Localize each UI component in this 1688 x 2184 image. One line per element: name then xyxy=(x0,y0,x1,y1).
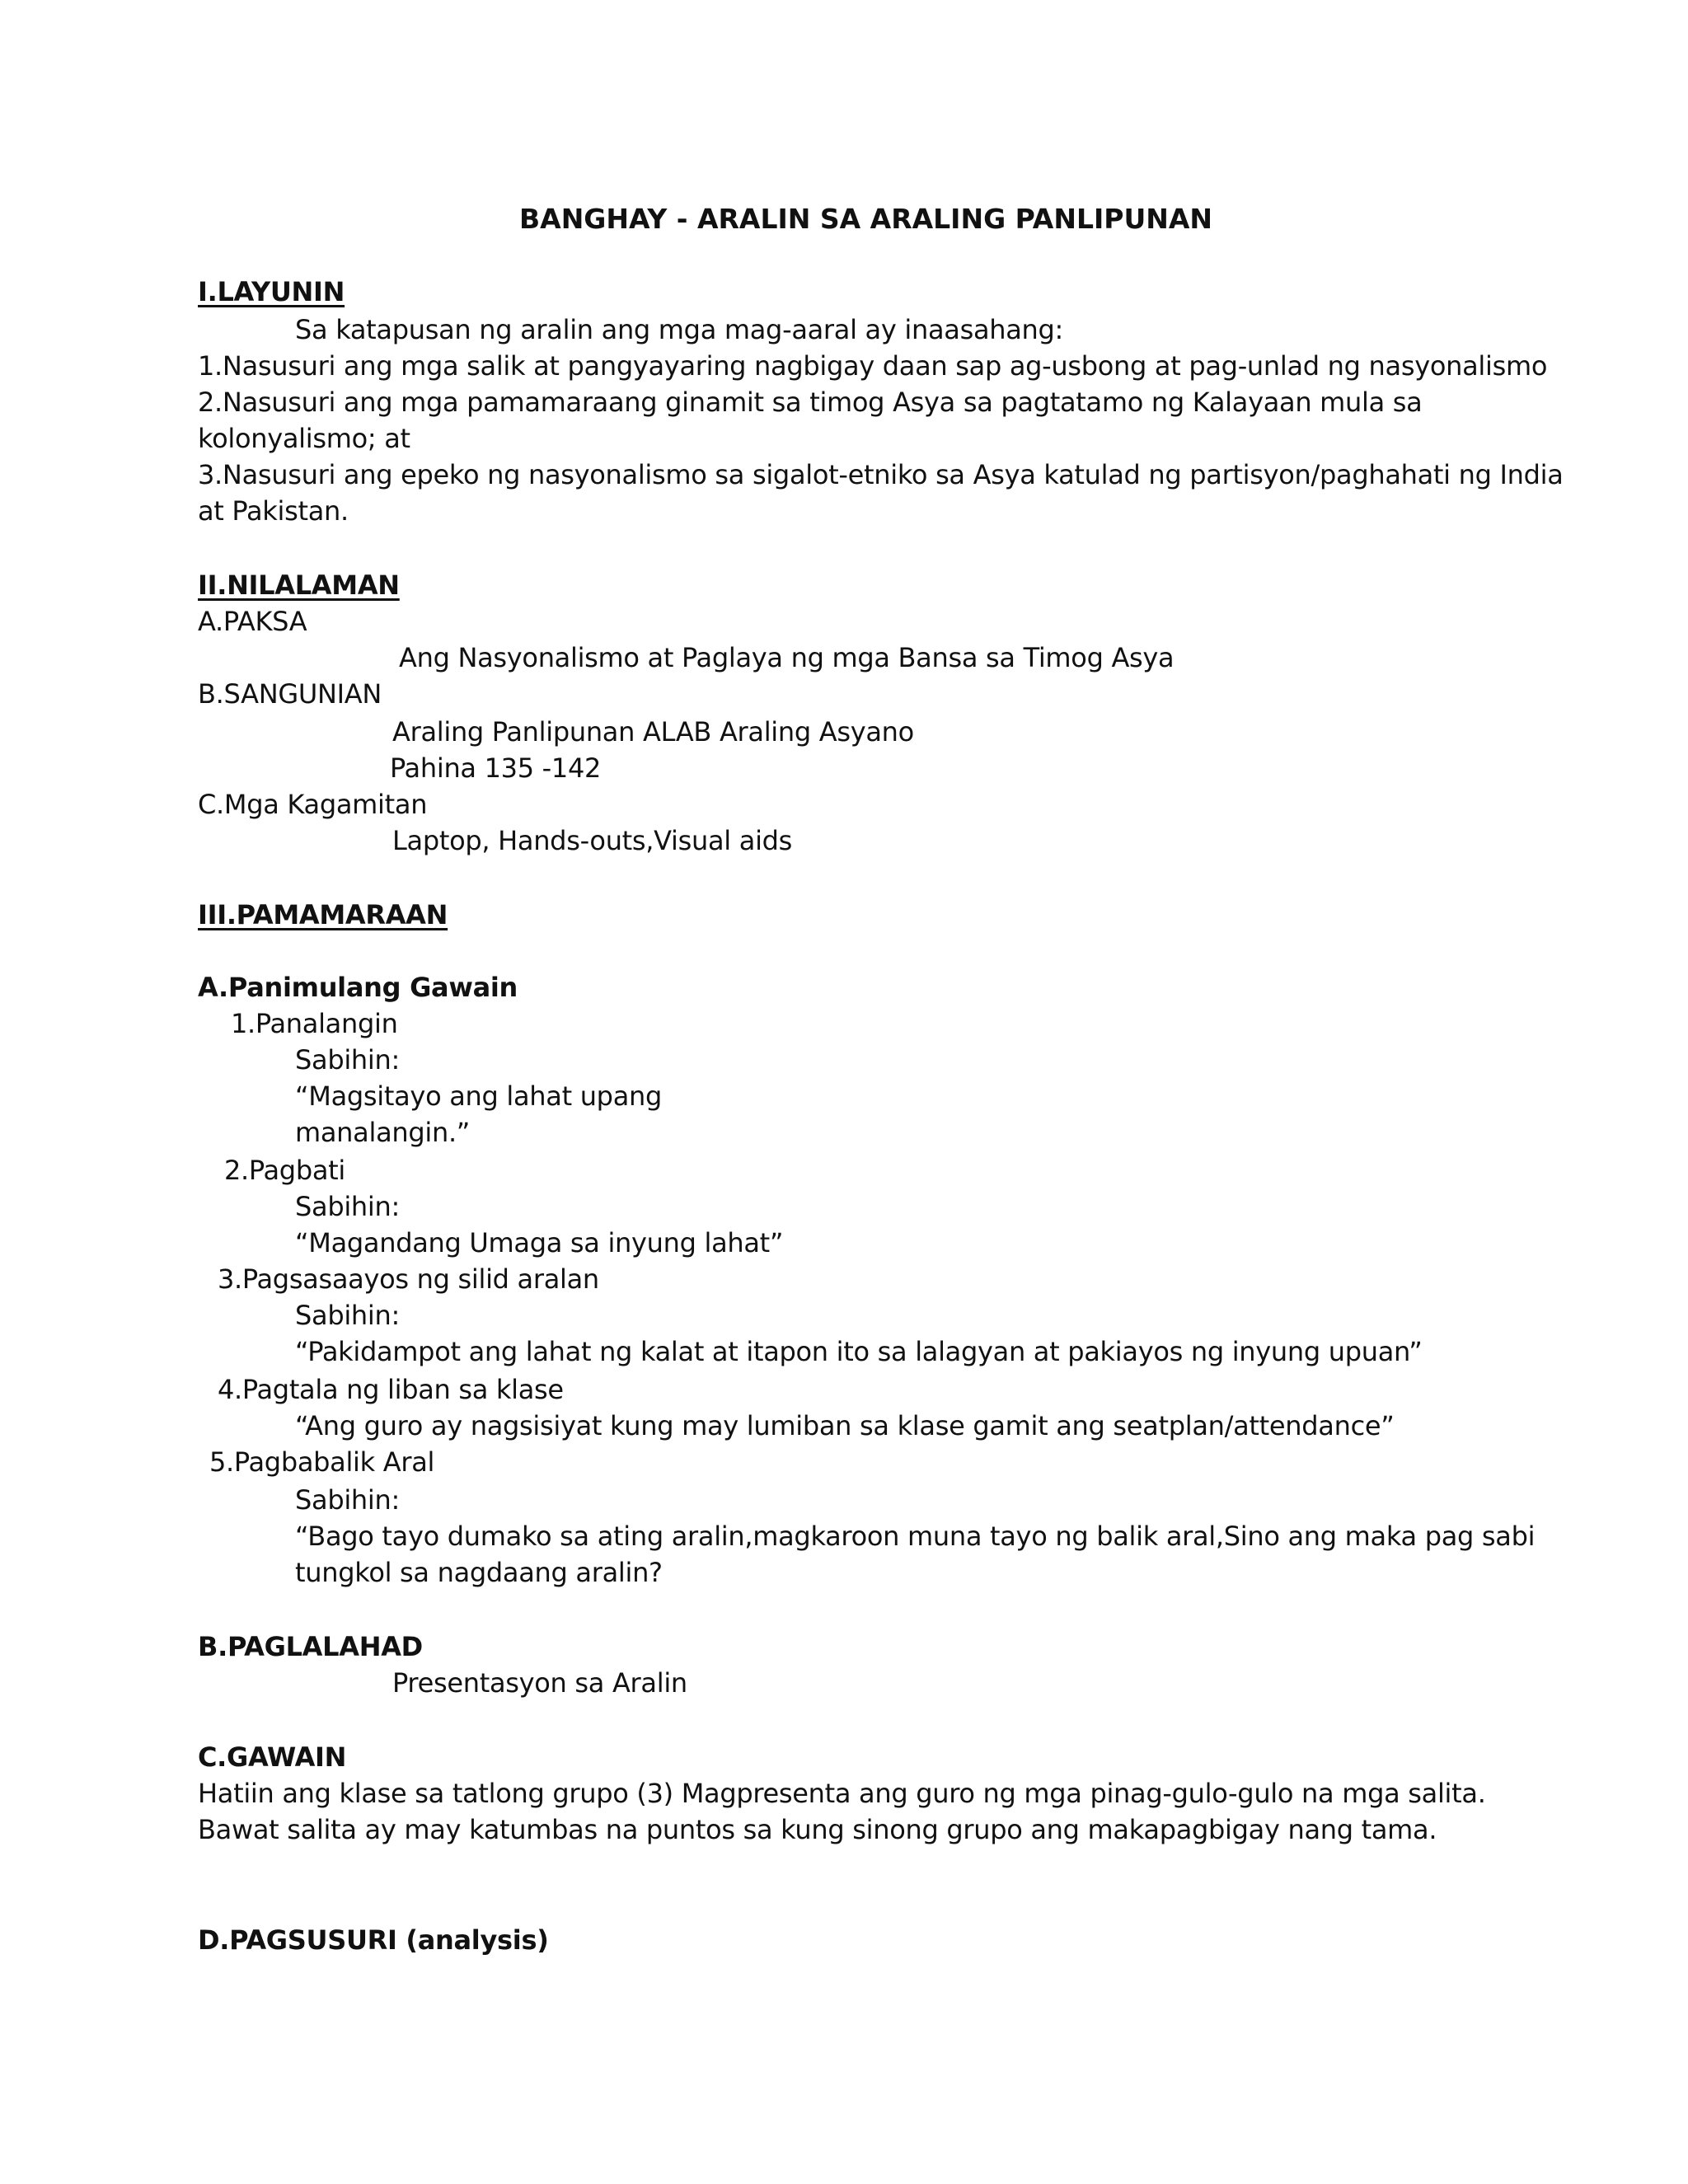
quote-text: “Bago tayo dumako sa ating aralin,magkaroon muna tayo ng balik aral,Sino ang maka pag sabi xyxy=(295,1521,1536,1552)
kagamitan-text: Laptop, Hands-outs,Visual aids xyxy=(392,825,793,856)
sabihin-label: Sabihin: xyxy=(295,1044,400,1076)
paglalahad-text: Presentasyon sa Aralin xyxy=(392,1667,687,1699)
step-label: 1.Panalangin xyxy=(231,1008,398,1039)
layunin-item: 2.Nasusuri ang mga pamamaraang ginamit sa timog Asya sa pagtatamo ng Kalayaan mula sa xyxy=(198,387,1423,418)
pagsusuri-heading: D.PAGSUSURI (analysis) xyxy=(198,1924,549,1956)
kagamitan-label: C.Mga Kagamitan xyxy=(198,789,428,820)
document-title: BANGHAY - ARALIN SA ARALING PANLIPUNAN xyxy=(519,203,1213,235)
quote-text: “Pakidampot ang lahat ng kalat at itapon ito sa lalagyan at pakiayos ng inyung upuan” xyxy=(295,1336,1423,1367)
step-label: 4.Pagtala ng liban sa klase xyxy=(218,1374,564,1405)
sangunian-label: B.SANGUNIAN xyxy=(198,678,382,710)
quote-text: tungkol sa nagdaang aralin? xyxy=(295,1557,663,1588)
paksa-label: A.PAKSA xyxy=(198,606,307,637)
step-label: 5.Pagbabalik Aral xyxy=(209,1446,435,1478)
gawain-heading: C.GAWAIN xyxy=(198,1741,347,1773)
nilalaman-heading: II.NILALAMAN xyxy=(198,569,400,601)
layunin-item: 1.Nasusuri ang mga salik at pangyayaring nagbigay daan sap ag-usbong at pag-unlad ng nasyonalismo xyxy=(198,350,1548,382)
sabihin-label: Sabihin: xyxy=(295,1484,400,1516)
gawain-text: Bawat salita ay may katumbas na puntos sa kung sinong grupo ang makapagbigay nang tama. xyxy=(198,1814,1437,1845)
pamamaraan-heading: III.PAMAMARAAN xyxy=(198,899,448,930)
step-label: 2.Pagbati xyxy=(224,1155,345,1186)
layunin-item: 3.Nasusuri ang epeko ng nasyonalismo sa sigalot-etniko sa Asya katulad ng partisyon/paghahati ng India xyxy=(198,459,1564,490)
layunin-intro: Sa katapusan ng aralin ang mga mag-aaral ay inaasahang: xyxy=(295,314,1064,345)
sabihin-label: Sabihin: xyxy=(295,1191,400,1222)
sangunian-pages: Pahina 135 -142 xyxy=(390,752,602,784)
paksa-text: Ang Nasyonalismo at Paglaya ng mga Bansa sa Timog Asya xyxy=(399,642,1175,673)
quote-text: manalangin.” xyxy=(295,1117,471,1148)
layunin-item: kolonyalismo; at xyxy=(198,423,410,454)
paglalahad-heading: B.PAGLALAHAD xyxy=(198,1631,423,1662)
quote-text: “Magandang Umaga sa inyung lahat” xyxy=(295,1227,784,1258)
quote-text: “Ang guro ay nagsisiyat kung may lumiban sa klase gamit ang seatplan/attendance” xyxy=(295,1410,1395,1441)
sabihin-label: Sabihin: xyxy=(295,1300,400,1331)
layunin-item: at Pakistan. xyxy=(198,495,349,527)
panimula-heading: A.Panimulang Gawain xyxy=(198,972,518,1003)
sangunian-text: Araling Panlipunan ALAB Araling Asyano xyxy=(392,716,914,748)
step-label: 3.Pagsasaayos ng silid aralan xyxy=(218,1263,599,1295)
gawain-text: Hatiin ang klase sa tatlong grupo (3) Magpresenta ang guro ng mga pinag-gulo-gulo na mga salita. xyxy=(198,1778,1486,1809)
layunin-heading: I.LAYUNIN xyxy=(198,276,345,307)
quote-text: “Magsitayo ang lahat upang xyxy=(295,1080,662,1112)
